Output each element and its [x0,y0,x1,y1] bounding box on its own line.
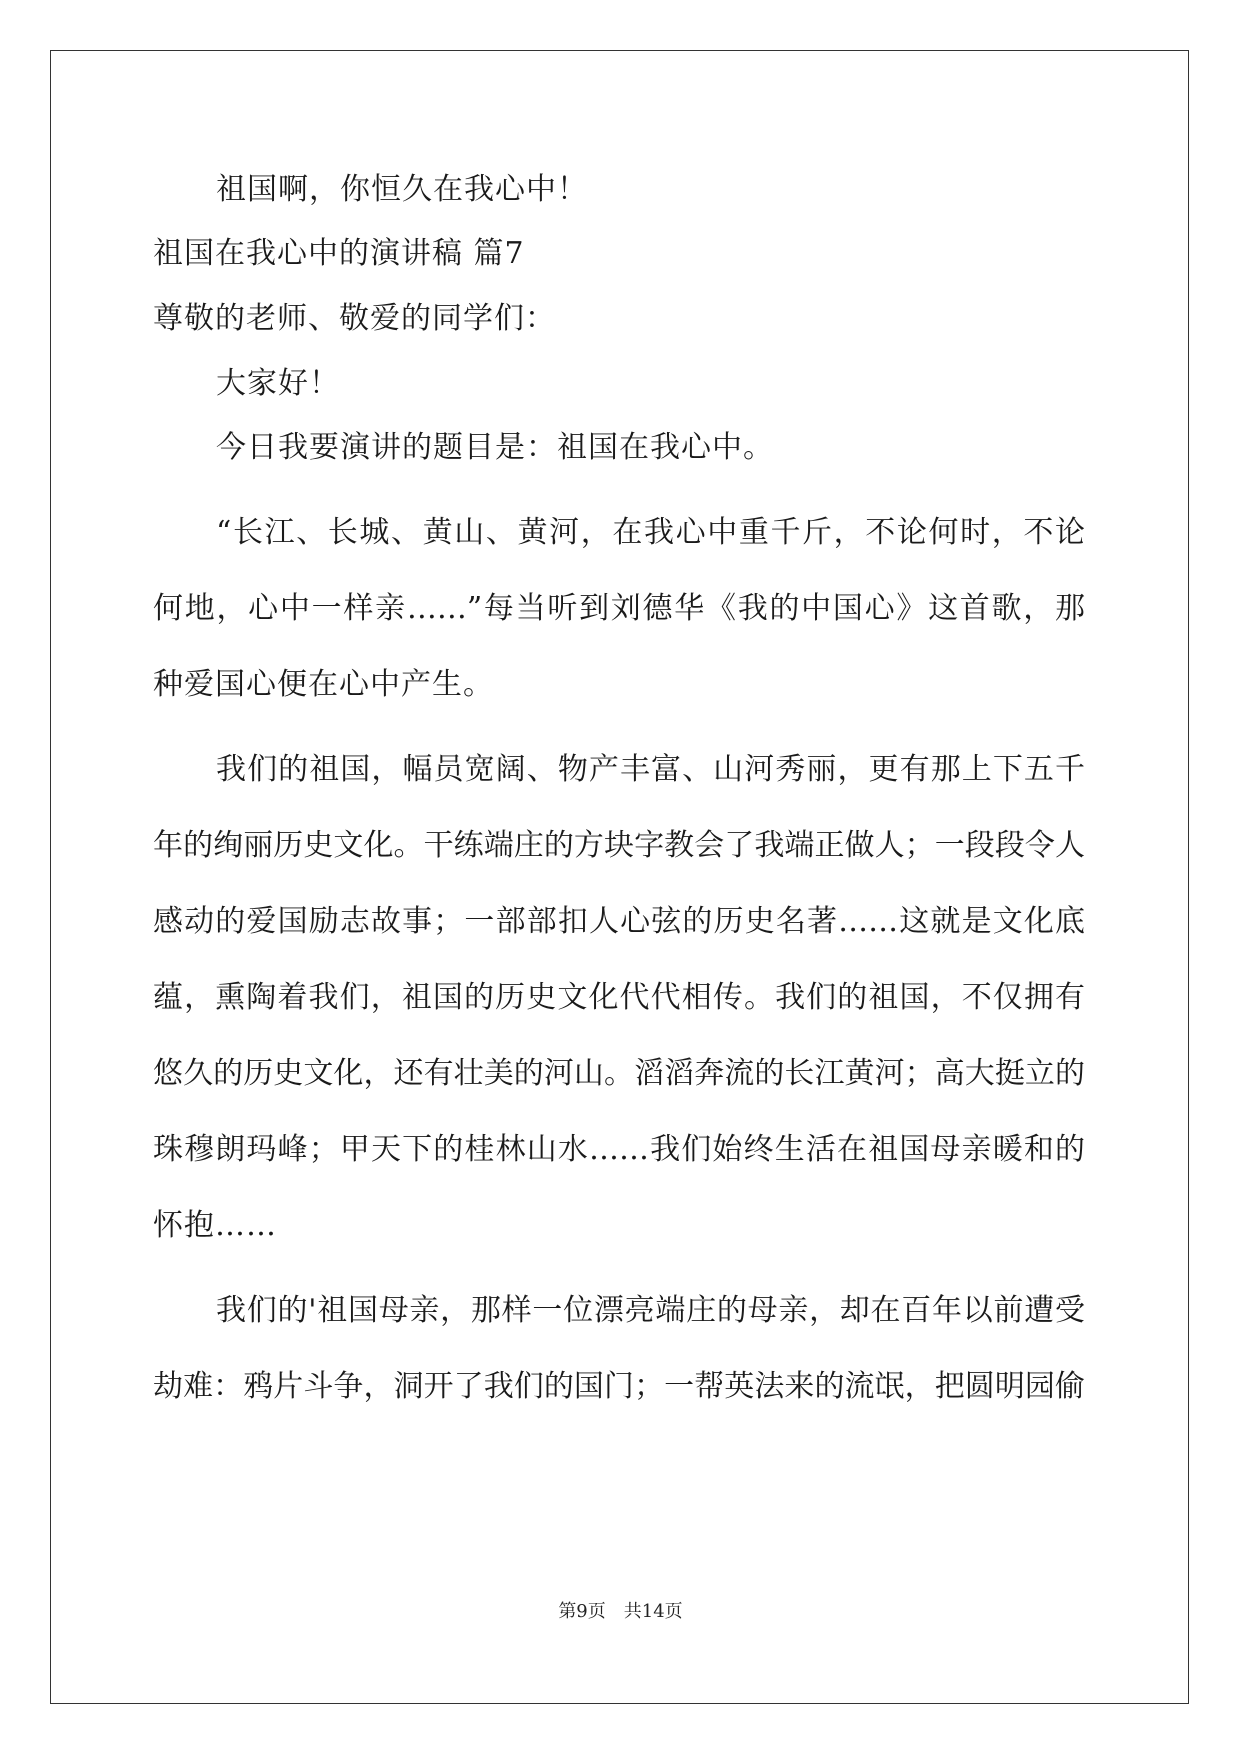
paragraph-line: 年的绚丽历史文化。干练端庄的方块字教会了我端正做人；一段段令人 [153,828,1085,863]
section-heading: 祖国在我心中的演讲稿 篇7 [153,236,525,271]
greeting: 大家好！ [216,366,340,401]
paragraph-line: 悠久的历史文化，还有壮美的河山。滔滔奔流的长江黄河；高大挺立的 [153,1056,1085,1091]
paragraph-line: 蕴，熏陶着我们，祖国的历史文化代代相传。我们的祖国，不仅拥有 [153,980,1085,1015]
paragraph-line: 今日我要演讲的题目是：祖国在我心中。 [216,430,774,465]
paragraph-line: 祖国啊，你恒久在我心中！ [216,172,588,207]
paragraph-line: 我们的祖国，幅员宽阔、物产丰富、山河秀丽，更有那上下五千 [216,752,1085,787]
paragraph-line: “长江、长城、黄山、黄河，在我心中重千斤，不论何时，不论 [216,515,1085,550]
paragraph-line: 我们的'祖国母亲，那样一位漂亮端庄的母亲，却在百年以前遭受 [216,1293,1085,1328]
page-number: 第9页 共14页 [558,1601,683,1622]
paragraph-line: 怀抱…… [153,1208,277,1243]
paragraph-line: 种爱国心便在心中产生。 [153,667,494,702]
salutation: 尊敬的老师、敬爱的同学们： [153,301,556,336]
paragraph-line: 何地，心中一样亲……”每当听到刘德华《我的中国心》这首歌，那 [153,591,1085,626]
paragraph-line: 劫难：鸦片斗争，洞开了我们的国门；一帮英法来的流氓，把圆明园偷 [153,1369,1085,1404]
paragraph-line: 珠穆朗玛峰；甲天下的桂林山水……我们始终生活在祖国母亲暖和的 [153,1132,1085,1167]
paragraph-line: 感动的爱国励志故事；一部部扣人心弦的历史名著……这就是文化底 [153,904,1085,939]
